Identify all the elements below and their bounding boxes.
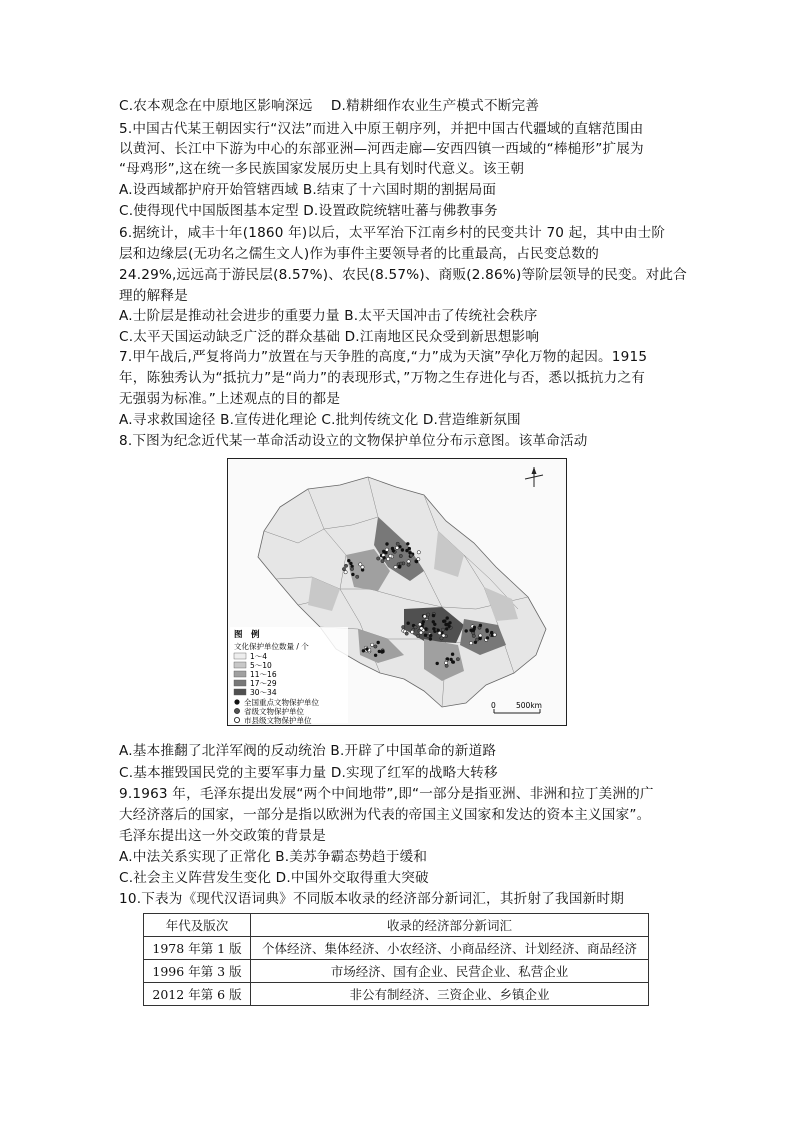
scale-zero: 0 (491, 701, 496, 710)
cell-edition: 1978 年第 1 版 (144, 937, 251, 960)
site-marker (350, 567, 353, 570)
site-marker (451, 653, 454, 656)
site-marker (402, 625, 405, 628)
q6-stem-line-4: 理的解释是 (119, 288, 188, 304)
site-marker (429, 634, 432, 637)
site-marker (424, 627, 427, 630)
legend-subtitle: 文化保护单位数量 / 个 (234, 642, 309, 651)
site-marker (378, 650, 381, 653)
site-marker (436, 662, 439, 665)
scale-label: 500km (516, 701, 542, 710)
site-marker (344, 564, 347, 567)
site-marker (405, 632, 408, 635)
site-marker (440, 637, 443, 640)
q8-options-cd: C.基本摧毁国民党的主要军事力量 D.实现了红军的战略大转移 (119, 765, 498, 781)
q4-options-cd: C.农本观念在中原地区影响深远 D.精耕细作农业生产模式不断完善 (119, 98, 540, 114)
site-marker (419, 631, 422, 634)
table-row (144, 983, 649, 1006)
site-marker (382, 556, 385, 559)
site-marker (411, 630, 414, 633)
site-marker (479, 624, 482, 627)
site-marker (415, 560, 418, 563)
table-row (144, 937, 649, 960)
site-marker (396, 542, 399, 545)
site-marker (445, 664, 448, 667)
site-marker (490, 631, 493, 634)
site-marker (449, 658, 452, 661)
header-words: 收录的经济部分新词汇 (251, 914, 649, 937)
legend-marker-county: 市县级文物保护单位 (244, 716, 312, 725)
site-marker (417, 551, 420, 554)
site-marker (423, 615, 426, 618)
site-marker (446, 616, 449, 619)
site-marker (386, 557, 389, 560)
site-marker (407, 563, 410, 566)
map-svg (228, 459, 566, 725)
site-marker (433, 623, 436, 626)
table-header-row (144, 914, 649, 937)
national-site-marker-icon (234, 699, 239, 704)
legend-bin-3: 11～16 (250, 670, 277, 679)
legend-bin-1: 1～4 (250, 652, 268, 661)
q6-options-cd: C.太平天国运动缺乏广泛的群众基础 D.江南地区民众受到新思想影响 (119, 329, 540, 345)
cell-edition: 2012 年第 6 版 (144, 983, 251, 1006)
site-marker (377, 641, 380, 644)
q6-options-ab: A.士阶层是推动社会进步的重要力量 B.太平天国冲击了传统社会秩序 (119, 308, 538, 324)
cell-edition: 1996 年第 3 版 (144, 960, 251, 983)
legend-bin-4: 17～29 (250, 679, 277, 688)
site-marker (414, 626, 417, 629)
cell-words: 非公有制经济、三资企业、乡镇企业 (251, 983, 649, 1006)
q6-stem-line-1: 6.据统计，咸丰十年(1860 年)以后，太平军治下江南乡村的民变共计 70 起，其中由士阶 (119, 225, 666, 241)
scale-bar (491, 701, 542, 713)
site-marker (351, 573, 354, 576)
site-marker (405, 549, 408, 552)
site-marker (374, 645, 377, 648)
site-marker (370, 643, 373, 646)
q7-stem-line-1: 7.甲午战后,严复将尚力”放置在与天争胜的高度,“力”成为天演”孕化万物的起因。1915 (119, 349, 648, 365)
site-marker (394, 566, 397, 569)
q7-stem-line-2: 年，陈独秀认为“抵抗力”是“尚力”的表现形式，”万物之生存进化与否，悉以抵抗力之有 (119, 370, 645, 386)
site-marker (385, 548, 388, 551)
legend-bin-5: 30～34 (250, 688, 277, 697)
site-marker (424, 634, 427, 637)
site-marker (356, 575, 359, 578)
map-legend (230, 627, 348, 725)
site-marker (446, 623, 449, 626)
revolution-map-figure (227, 458, 567, 726)
site-marker (410, 554, 413, 557)
site-marker (465, 629, 468, 632)
legend-marker-provincial: 省级文物保护单位 (244, 707, 304, 716)
site-marker (441, 628, 444, 631)
q6-stem-line-2: 层和边缘层(无功名之儒生文人)作为事件主要领导者的比重最高，占民变总数的 (119, 246, 599, 262)
site-marker (359, 563, 362, 566)
site-marker (418, 623, 421, 626)
site-marker (399, 562, 402, 565)
site-marker (479, 637, 482, 640)
site-marker (474, 641, 477, 644)
site-marker (472, 629, 475, 632)
q9-options-ab: A.中法关系实现了正常化 B.美苏争霸态势趋于缓和 (119, 849, 428, 865)
legend-bin-2: 5～10 (250, 661, 272, 670)
q9-stem-line-2: 大经济落后的国家，一部分是指以欧洲为代表的帝国主义国家和发达的资本主义国家”。 (119, 807, 651, 823)
site-marker (398, 565, 401, 568)
site-marker (381, 559, 384, 562)
site-marker (347, 559, 350, 562)
site-marker (377, 557, 380, 560)
q9-stem-line-3: 毛泽东提出这一外交政策的背景是 (119, 828, 326, 844)
site-marker (401, 548, 404, 551)
q7-stem-line-3: 无强弱为标准。”上述观点的目的都是 (119, 391, 341, 407)
site-marker (446, 657, 449, 660)
q6-stem-line-3: 24.29%,远远高于游民层(8.57%)、农民(8.57%)、商贩(2.86%)等阶层领导的民变。对此合 (119, 267, 687, 283)
site-marker (493, 633, 496, 636)
site-marker (395, 546, 398, 549)
q9-options-cd: C.社会主义阵营发生变化 D.中国外交取得重大突破 (119, 870, 429, 886)
site-marker (432, 627, 435, 630)
site-marker (416, 634, 419, 637)
table-row (144, 960, 649, 983)
site-marker (349, 562, 352, 565)
site-marker (438, 631, 441, 634)
q7-options: A.寻求救国途径 B.宣传进化理论 C.批判传统文化 D.营造维新氛围 (119, 412, 521, 428)
cell-words: 个体经济、集体经济、小农经济、小商品经济、计划经济、商品经济 (251, 937, 649, 960)
county-site-marker-icon (234, 717, 239, 722)
q10-stem: 10.下表为《现代汉语词典》不同版本收录的经济部分新词汇，其折射了我国新时期 (119, 891, 624, 907)
legend-marker-national: 全国重点文物保护单位 (244, 698, 319, 707)
site-marker (342, 567, 345, 570)
site-marker (344, 571, 347, 574)
north-arrow-icon (525, 467, 543, 487)
cell-words: 市场经济、国有企业、民营企业、私营企业 (251, 960, 649, 983)
q8-stem: 8.下图为纪念近代某一革命活动设立的文物保护单位分布示意图。该革命活动 (119, 433, 588, 449)
site-marker (445, 627, 448, 630)
q8-options-ab: A.基本推翻了北洋军阀的反动统治 B.开辟了中国革命的新道路 (119, 743, 497, 759)
site-marker (422, 620, 425, 623)
site-marker (456, 658, 459, 661)
site-marker (452, 660, 455, 663)
site-marker (362, 649, 365, 652)
q5-options-cd: C.使得现代中国版图基本定型 D.设置政院统辖吐蕃与佛教事务 (119, 203, 498, 219)
q5-stem-line-2: 以黄河、长江中下游为中心的东部亚洲—河西走廊—安西四镇一西域的“棒槌形”扩展为 (119, 141, 644, 157)
q9-stem-line-1: 9.1963 年，毛泽东提出发展“两个中间地带”,即“一部分是指亚洲、非洲和拉丁美洲的广 (119, 786, 654, 802)
site-marker (407, 622, 410, 625)
q5-stem-line-3: “母鸡形”,这在统一多民族国家发展历史上具有划时代意义。该王朝 (119, 161, 525, 177)
legend-title: 图 例 (234, 630, 260, 640)
site-marker (407, 560, 410, 563)
provincial-site-marker-icon (234, 708, 239, 713)
vocabulary-table (143, 913, 649, 1006)
site-marker (365, 647, 368, 650)
site-marker (392, 549, 395, 552)
site-marker (399, 554, 402, 557)
site-marker (432, 614, 435, 617)
site-marker (479, 634, 482, 637)
site-marker (429, 637, 432, 640)
site-marker (385, 542, 388, 545)
site-marker (406, 542, 409, 545)
q5-stem-line-1: 5.中国古代某王朝因实行“汉法”而进入中原王朝序列，并把中国古代疆域的直辖范围由 (119, 121, 644, 137)
site-marker (473, 626, 476, 629)
site-marker (486, 636, 489, 639)
q5-options-ab: A.设西域都护府开始管辖西域 B.结束了十六国时期的割据局面 (119, 182, 497, 198)
site-marker (374, 654, 377, 657)
site-marker (486, 630, 489, 633)
site-marker (389, 554, 392, 557)
site-marker (380, 650, 383, 653)
site-marker (469, 641, 472, 644)
header-edition: 年代及版次 (144, 914, 251, 937)
site-marker (443, 619, 446, 622)
